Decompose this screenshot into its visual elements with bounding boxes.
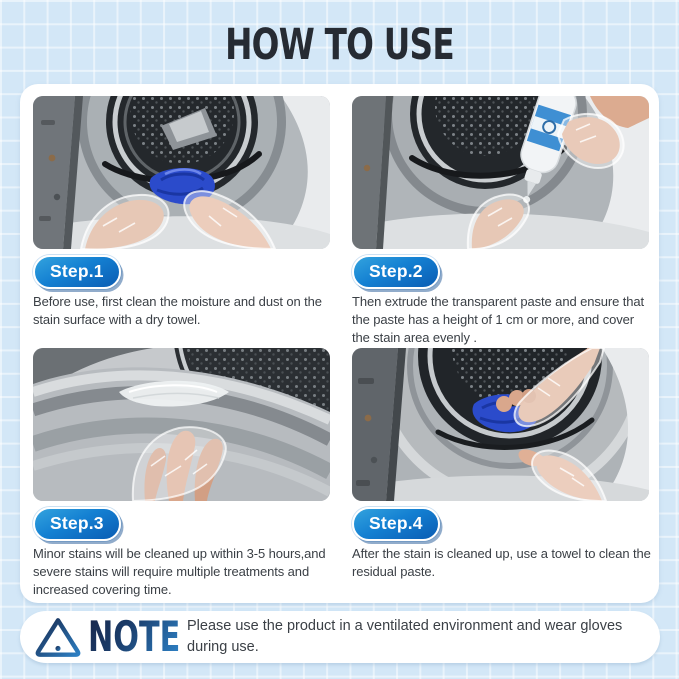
extrude-paste-bottle-photo: [352, 96, 649, 249]
wipe-residual-paste-photo: [352, 348, 649, 501]
step4-photo: [352, 348, 649, 501]
note-label: NOTE: [88, 612, 181, 661]
step-cell-4: [352, 348, 649, 600]
step-cell-2: [352, 96, 649, 348]
note-bar: [20, 611, 660, 663]
note-text: Please use the product in a ventilated environment and wear gloves during use.: [187, 618, 623, 655]
paste-on-seal-closeup-photo: [33, 348, 330, 501]
warning-triangle-icon: [32, 616, 84, 658]
step2-photo: [352, 96, 649, 249]
steps-panel: [20, 84, 659, 603]
step4-badge: Step.4: [352, 507, 440, 541]
step1-description: Before use, first clean the moisture and dust on the stain surface with a dry towel.: [33, 294, 322, 327]
step1-badge: Step.1: [33, 255, 121, 289]
page-title: HOW TO USE: [225, 20, 454, 70]
step1-photo: [33, 96, 330, 249]
step4-description: After the stain is cleaned up, use a towel to clean the residual paste.: [352, 546, 651, 579]
step3-badge: Step.3: [33, 507, 121, 541]
note-label-wrap: [88, 612, 187, 661]
step3-description: Minor stains will be cleaned up within 3-5 hours,and severe stains will require multiple treatments and increased covering time.: [33, 546, 326, 597]
steps-grid: [33, 96, 649, 600]
step3-photo: [33, 348, 330, 501]
step-cell-1: [33, 96, 330, 348]
step2-badge: Step.2: [352, 255, 440, 289]
step2-description: Then extrude the transparent paste and ensure that the paste has a height of 1 cm or more, and cover the stain area evenly .: [352, 294, 645, 345]
wipe-seal-dry-towel-photo: [33, 96, 330, 249]
step-cell-3: [33, 348, 330, 600]
